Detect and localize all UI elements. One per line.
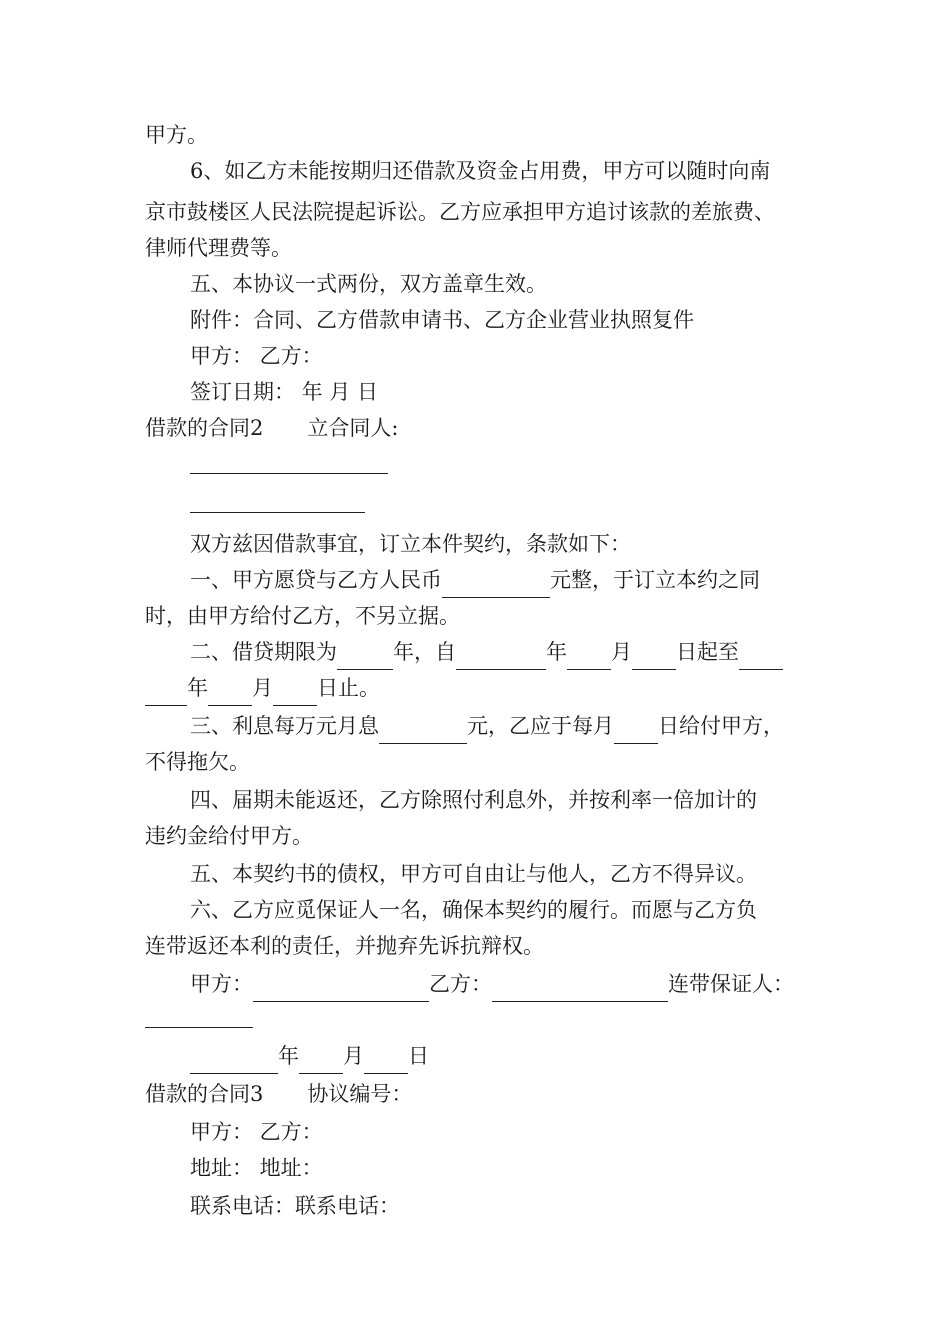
- blank-line: [190, 512, 365, 513]
- day-blank: [364, 1047, 408, 1074]
- year-blank: [190, 1047, 278, 1074]
- party-a-label: 甲方：: [190, 972, 253, 996]
- interest-blank: [379, 717, 467, 744]
- text-line: 四、届期未能返还，乙方除照付利息外，并按利率一倍加计的: [190, 788, 757, 812]
- text-line: 联系电话：联系电话：: [190, 1194, 400, 1218]
- signature-line: [190, 966, 794, 1002]
- text-line: 不得拖欠。: [145, 750, 250, 774]
- contract-title: 借款的合同3: [145, 1082, 264, 1106]
- clause-2-line: 二、借贷期限为 年，自 年 月 日起至: [190, 634, 783, 670]
- text-line: 律师代理费等。: [145, 236, 292, 260]
- month-blank: [299, 1047, 343, 1074]
- party-b-label: 乙方：: [429, 972, 492, 996]
- text-line: 地址： 地址：: [190, 1156, 323, 1180]
- text-line: 五、本协议一式两份，双方盖章生效。: [190, 272, 547, 296]
- text-line: 甲方： 乙方：: [190, 1120, 323, 1144]
- party-a-blank: [253, 975, 429, 1002]
- party-b-blank: [492, 975, 668, 1002]
- contract-party-label: 立合同人:: [307, 416, 399, 440]
- text-line: 六、乙方应觅保证人一名，确保本契约的履行。而愿与乙方负: [190, 898, 757, 922]
- text-line: 双方兹因借款事宜，订立本件契约，条款如下：: [190, 532, 631, 556]
- clause-3-line: 三、利息每万元月息 元，乙应于每月 日给付甲方，: [190, 708, 784, 744]
- text-line: 附件：合同、乙方借款申请书、乙方企业营业执照复件: [190, 308, 694, 332]
- text-line: 连带返还本利的责任，并抛弃先诉抗辩权。: [145, 934, 544, 958]
- text-line: 6、如乙方未能按期归还借款及资金占用费，甲方可以随时向南: [190, 159, 771, 183]
- years-blank: [337, 643, 393, 670]
- clause-2-line-cont: 年 月 日止。: [145, 670, 380, 706]
- end-day-blank: [273, 679, 317, 706]
- guarantor-label: 连带保证人：: [668, 972, 794, 996]
- contract-title: 借款的合同2: [145, 416, 264, 440]
- text-line: 甲方。: [145, 123, 208, 147]
- end-year-blank: [739, 643, 783, 670]
- end-month-blank: [208, 679, 252, 706]
- start-day-blank: [632, 643, 676, 670]
- text-line: 签订日期： 年 月 日: [190, 380, 379, 404]
- date-line: 年 月 日: [190, 1038, 429, 1074]
- text-line: 时，由甲方给付乙方，不另立据。: [145, 604, 460, 628]
- text-line: 五、本契约书的债权，甲方可自由让与他人，乙方不得异议。: [190, 862, 757, 886]
- blank-line: [190, 473, 388, 474]
- guarantor-blank: [145, 1027, 253, 1028]
- section-heading-contract-2: [145, 410, 398, 446]
- text-line: 京市鼓楼区人民法院提起诉讼。乙方应承担甲方追讨该款的差旅费、: [145, 200, 775, 224]
- start-month-blank: [567, 643, 611, 670]
- agreement-number-label: 协议编号：: [307, 1082, 413, 1106]
- start-year-blank: [456, 643, 546, 670]
- section-heading-contract-3: [145, 1076, 412, 1112]
- amount-blank: [442, 571, 550, 598]
- text-line: 违约金给付甲方。: [145, 824, 313, 848]
- clause-1-line: 一、甲方愿贷与乙方人民币 元整，于订立本约之同: [190, 562, 760, 598]
- end-year-blank-cont: [145, 679, 187, 706]
- text-line: 甲方： 乙方：: [190, 344, 323, 368]
- pay-day-blank: [614, 717, 658, 744]
